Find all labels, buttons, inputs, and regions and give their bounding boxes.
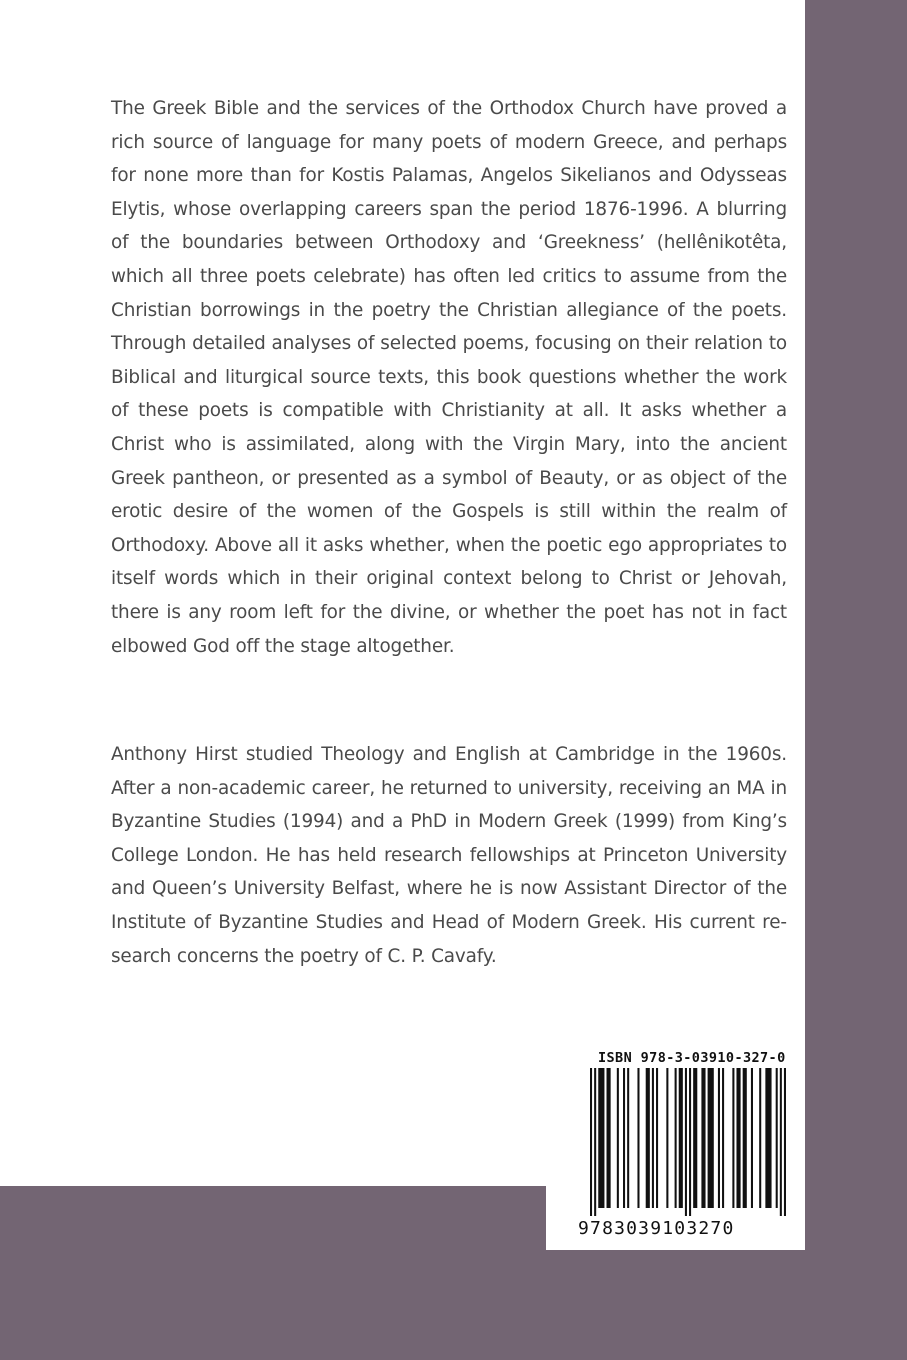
barcode-bar — [722, 1068, 724, 1208]
barcode-bar — [594, 1068, 596, 1216]
barcode-bar — [736, 1068, 740, 1208]
barcode-bar — [780, 1068, 782, 1216]
barcode-bar — [627, 1068, 629, 1208]
barcode-bar — [652, 1068, 654, 1208]
barcode — [590, 1068, 786, 1216]
barcode-bar — [607, 1068, 611, 1208]
book-blurb — [111, 92, 787, 663]
barcode-bar — [776, 1068, 778, 1208]
barcode-bar — [679, 1068, 683, 1208]
barcode-bar — [743, 1068, 747, 1208]
barcode-bar — [765, 1068, 771, 1208]
barcode-bar — [656, 1068, 658, 1208]
barcode-bar — [784, 1068, 786, 1216]
barcode-digits: 9783039103270 — [578, 1218, 735, 1239]
isbn-label: ISBN 978-3-03910-327-0 — [598, 1050, 786, 1066]
barcode-bar — [693, 1068, 697, 1208]
barcode-bar — [623, 1068, 625, 1208]
barcode-bar — [708, 1068, 714, 1208]
barcode-bar — [701, 1068, 705, 1208]
barcode-bar — [675, 1068, 677, 1208]
barcode-bar — [637, 1068, 639, 1208]
blurb-paragraph: The Greek Bible and the services of the Orthodox Church have proved a rich source of language for many poets of modern Greece, and perhaps for none more than for Kostis Palamas, Angelos Sikelianos and Odysseas Elytis, whose overlapping careers span the period 1876-1996. A blurring of the boundaries between Orthodoxy and ‘Greekness’ (hellênikotêta, which all three poets celebrate) has often led critics to assume from the Christian borrowings in the poetry the Christian allegiance of the poets. Through detailed analyses of selected poems, focusing on their relation to Biblical and liturgical source texts, this book questions whether the work of these poets is compatible with Christianity at all. It asks whether a Christ who is assimilated, along with the Virgin Mary, into the ancient Greek pantheon, or presented as a symbol of Beauty, or as object of the erotic desire of the women of the Gospels is still within the realm of Orthodoxy. Above all it asks whether, when the poetic ego appropriates to itself words which in their original context belong to Christ or Jehovah, there is any room left for the divine, or whether the poet has not in fact elbowed God off the stage altogether. — [111, 98, 787, 657]
author-bio — [111, 738, 787, 973]
barcode-bar — [617, 1068, 619, 1208]
barcode-bar — [646, 1068, 650, 1208]
barcode-bar — [751, 1068, 753, 1208]
barcode-bar — [598, 1068, 604, 1208]
barcode-bar — [759, 1068, 761, 1208]
barcode-bar — [689, 1068, 691, 1216]
right-color-band — [805, 0, 907, 1360]
barcode-bar — [590, 1068, 592, 1216]
barcode-bar — [718, 1068, 720, 1208]
barcode-bar — [666, 1068, 668, 1208]
barcode-bar — [732, 1068, 734, 1208]
barcode-bar — [685, 1068, 687, 1216]
bio-paragraph: Anthony Hirst studied Theology and English at Cambridge in the 1960s. After a non-academic career, he returned to university, receiving an MA in Byzantine Studies (1994) and a PhD in Modern Greek (1999) from King’s College London. He has held research fellowships at Princeton University and Queen’s University Belfast, where he is now Assistant Director of the Institute of Byzantine Studies and Head of Modern Greek. His current research concerns the poetry of C. P. Cavafy. — [111, 744, 787, 967]
